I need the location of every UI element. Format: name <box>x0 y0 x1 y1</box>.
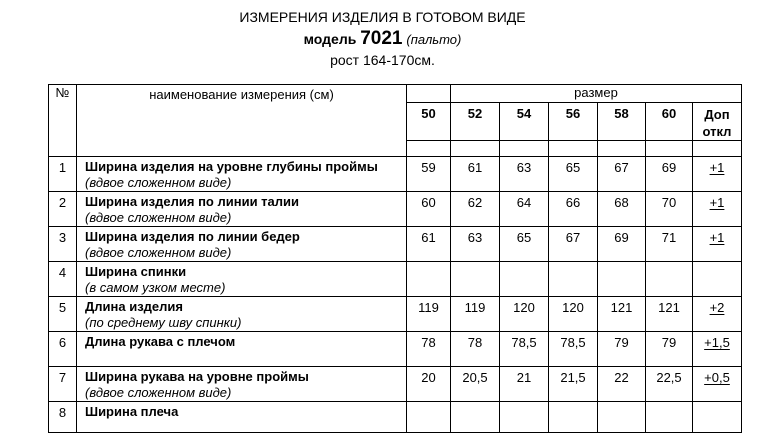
measurements-table <box>48 84 742 433</box>
tolerance-cell <box>693 157 742 192</box>
value-cell: 20,5 <box>451 367 500 402</box>
measurement-note: (вдвое сложенном виде) <box>85 245 232 260</box>
value-cell: 79 <box>598 332 646 367</box>
measurement-name-cell <box>77 402 407 433</box>
value-cell: 66 <box>549 192 598 227</box>
value-cell: 69 <box>646 157 693 192</box>
page-title: ИЗМЕРЕНИЯ ИЗДЕЛИЯ В ГОТОВОМ ВИДЕ <box>239 9 526 25</box>
tolerance-cell <box>693 227 742 262</box>
table-row <box>49 402 742 433</box>
measurement-name: Длина изделия <box>85 299 183 314</box>
measurement-note: (вдвое сложенном виде) <box>85 175 232 190</box>
value-cell <box>407 262 451 297</box>
size-header: 60 <box>646 103 693 141</box>
table-row <box>49 192 742 227</box>
table-row <box>49 332 742 367</box>
tolerance-value: +1 <box>709 195 725 210</box>
value-cell <box>407 402 451 433</box>
table-header-row <box>49 85 742 103</box>
measurement-name-cell <box>77 157 407 192</box>
tolerance-value: +2 <box>709 300 725 315</box>
size-header: 58 <box>598 103 646 141</box>
size-header: 56 <box>549 103 598 141</box>
measurement-name: Ширина изделия по линии бедер <box>85 229 300 244</box>
value-cell: 70 <box>646 192 693 227</box>
value-cell: 121 <box>646 297 693 332</box>
model-label: модель <box>303 31 357 47</box>
measurement-name-cell <box>77 227 407 262</box>
row-number: 7 <box>49 367 77 402</box>
value-cell: 79 <box>646 332 693 367</box>
tolerance-cell <box>693 262 742 297</box>
value-cell: 71 <box>646 227 693 262</box>
value-cell: 119 <box>451 297 500 332</box>
value-cell: 120 <box>549 297 598 332</box>
measurement-note: (вдвое сложенном виде) <box>85 385 232 400</box>
table-row <box>49 297 742 332</box>
value-cell: 22 <box>598 367 646 402</box>
tolerance-header-line1: Доп <box>704 107 730 122</box>
value-cell: 59 <box>407 157 451 192</box>
measurement-name-cell <box>77 332 407 367</box>
value-cell: 60 <box>407 192 451 227</box>
measurement-name: Ширина спинки <box>85 264 187 279</box>
value-cell <box>451 402 500 433</box>
value-cell: 21,5 <box>549 367 598 402</box>
tolerance-value: +1 <box>709 160 725 175</box>
table-row <box>49 367 742 402</box>
value-cell: 78,5 <box>500 332 549 367</box>
value-cell: 78,5 <box>549 332 598 367</box>
value-cell: 68 <box>598 192 646 227</box>
value-cell: 121 <box>598 297 646 332</box>
table-row <box>49 262 742 297</box>
table-row <box>49 227 742 262</box>
tolerance-value: +1 <box>709 230 725 245</box>
measurement-note: (вдвое сложенном виде) <box>85 210 232 225</box>
value-cell: 62 <box>451 192 500 227</box>
tolerance-cell <box>693 402 742 433</box>
value-cell: 63 <box>451 227 500 262</box>
value-cell <box>646 262 693 297</box>
tolerance-cell <box>693 367 742 402</box>
measurement-note: (по среднему шву спинки) <box>85 315 242 330</box>
value-cell: 78 <box>451 332 500 367</box>
measurement-name: Ширина изделия на уровне глубины проймы <box>85 159 378 174</box>
size-header: 52 <box>451 103 500 141</box>
tolerance-cell <box>693 332 742 367</box>
row-number: 1 <box>49 157 77 192</box>
value-cell <box>646 402 693 433</box>
measurement-name-cell <box>77 367 407 402</box>
measurement-name: Ширина изделия по линии талии <box>85 194 300 209</box>
model-type: (пальто) <box>406 32 462 47</box>
value-cell: 120 <box>500 297 549 332</box>
value-cell: 20 <box>407 367 451 402</box>
value-cell: 61 <box>407 227 451 262</box>
size-header: 54 <box>500 103 549 141</box>
value-cell: 78 <box>407 332 451 367</box>
value-cell <box>598 262 646 297</box>
size-header: 50 <box>407 103 451 141</box>
measurement-name: Длина рукава с плечом <box>85 334 236 349</box>
value-cell: 65 <box>549 157 598 192</box>
value-cell <box>549 262 598 297</box>
measurement-name-cell <box>77 192 407 227</box>
value-cell <box>500 402 549 433</box>
row-number: 4 <box>49 262 77 297</box>
model-line <box>0 28 765 50</box>
value-cell: 21 <box>500 367 549 402</box>
tolerance-cell <box>693 297 742 332</box>
value-cell <box>451 262 500 297</box>
model-number: 7021 <box>360 28 403 49</box>
header-name: наименование измерения (см) <box>77 85 407 141</box>
value-cell: 69 <box>598 227 646 262</box>
value-cell <box>598 402 646 433</box>
table-row <box>49 157 742 192</box>
value-cell <box>500 262 549 297</box>
value-cell <box>549 402 598 433</box>
height-line: рост 164-170см. <box>330 52 435 68</box>
measurement-name-cell <box>77 297 407 332</box>
value-cell: 67 <box>598 157 646 192</box>
value-cell: 63 <box>500 157 549 192</box>
tolerance-value: +0,5 <box>704 370 730 385</box>
header-number: № <box>49 85 77 141</box>
measurement-name: Ширина плеча <box>85 404 179 419</box>
value-cell: 119 <box>407 297 451 332</box>
separator-row <box>49 141 742 157</box>
value-cell: 64 <box>500 192 549 227</box>
value-cell: 65 <box>500 227 549 262</box>
row-number: 6 <box>49 332 77 367</box>
value-cell: 22,5 <box>646 367 693 402</box>
tolerance-header <box>693 103 742 141</box>
measurement-note: (в самом узком месте) <box>85 280 226 295</box>
row-number: 2 <box>49 192 77 227</box>
header-size: размер <box>451 85 742 103</box>
tolerance-value: +1,5 <box>704 335 730 350</box>
row-number: 3 <box>49 227 77 262</box>
value-cell: 61 <box>451 157 500 192</box>
value-cell: 67 <box>549 227 598 262</box>
tolerance-header-line2: откл <box>702 124 732 139</box>
measurement-name-cell <box>77 262 407 297</box>
row-number: 8 <box>49 402 77 433</box>
row-number: 5 <box>49 297 77 332</box>
tolerance-cell <box>693 192 742 227</box>
measurement-name: Ширина рукава на уровне проймы <box>85 369 309 384</box>
